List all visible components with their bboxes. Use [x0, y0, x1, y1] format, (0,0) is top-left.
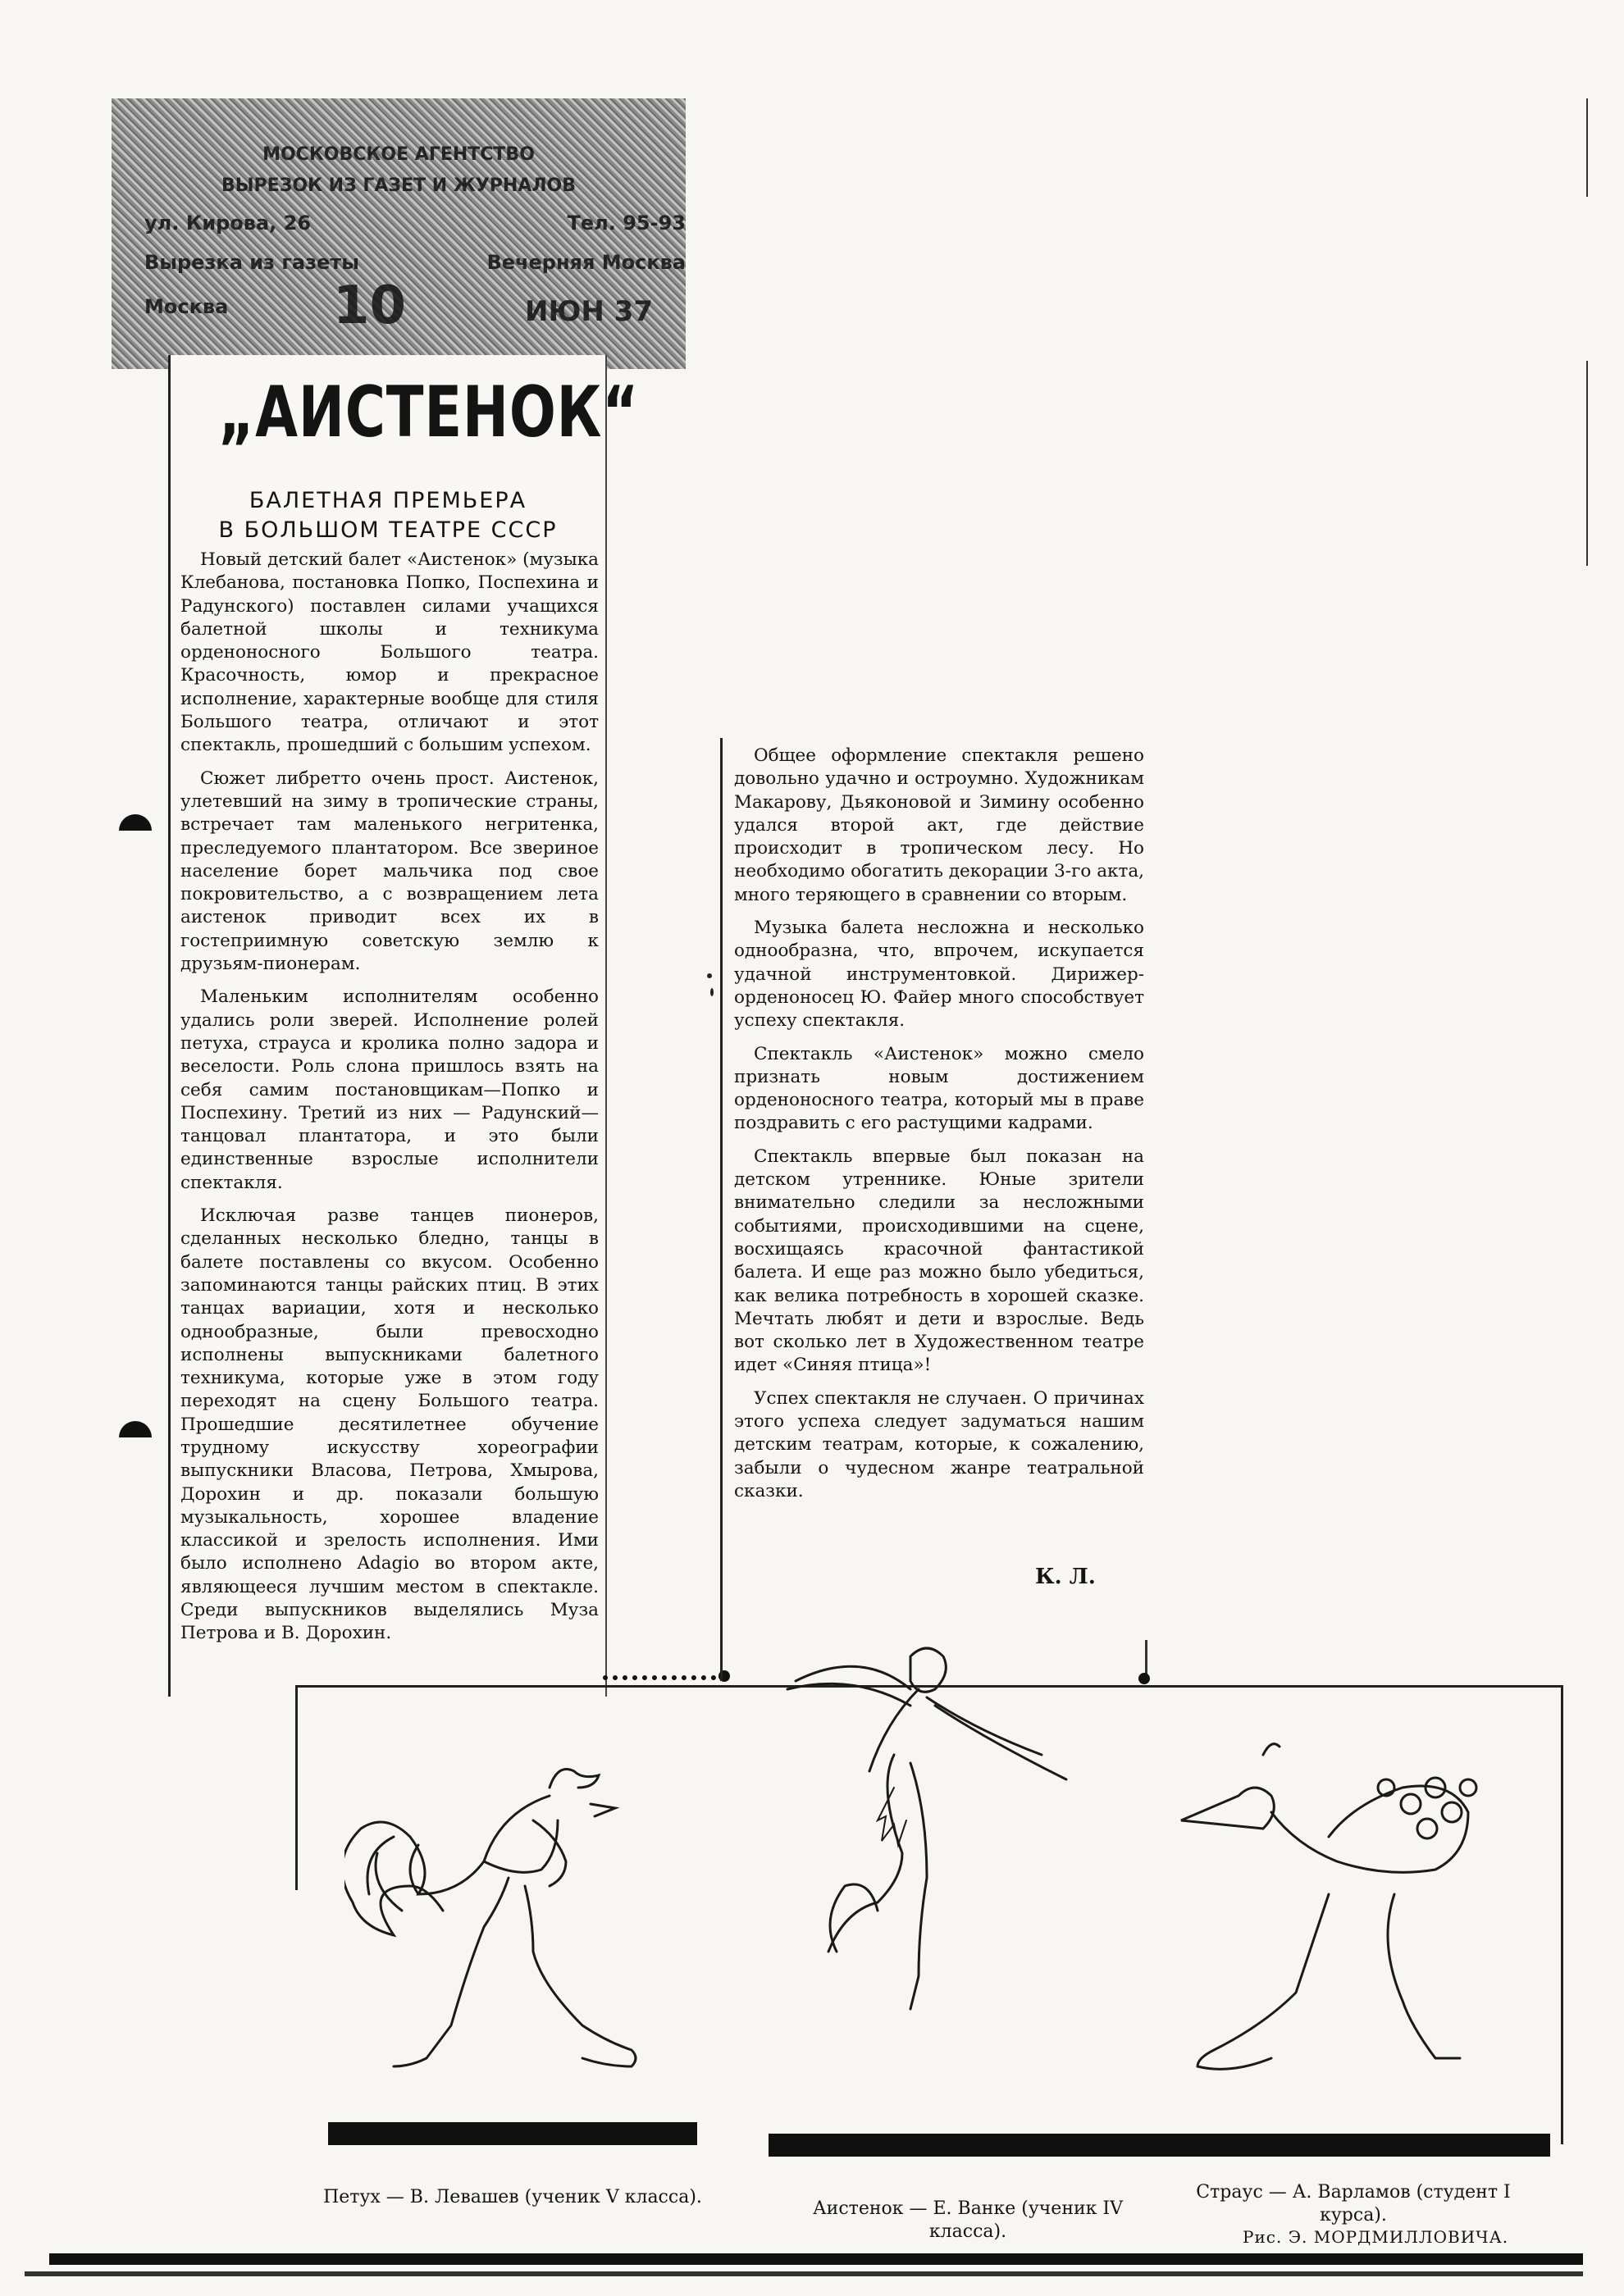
- stork-beak-icon: [787, 1683, 910, 1706]
- stork-caption: Аистенок — Е. Ванке (ученик IV класса).: [813, 2198, 1123, 2242]
- stamp-date: ИЮН 37: [525, 295, 653, 328]
- subtitle-line-1: БАЛЕТНАЯ ПРЕМЬЕРА: [249, 488, 527, 513]
- bottom-edge-bar: [25, 2271, 1583, 2276]
- binder-hole-mark: [119, 1421, 152, 1437]
- stamp-line-5: [112, 276, 718, 336]
- binder-hole-mark: [119, 814, 152, 831]
- frame-right-rule: [1561, 1685, 1563, 2144]
- rooster-illustration: [344, 1714, 689, 2173]
- paragraph: Новый детский балет «Аистенок» (музыка Клебанова, постановка Попко, Поспехина и Радунского) поставлен силами учащихся балетной школы и техникума орденоносного Большого театра. Красочность, юмор и прекрасное исполнение, характерные вообще для стиля Большого театра, отличают и этот спектакль, прошедший с большим успехом.: [180, 549, 599, 756]
- paragraph: Сюжет либретто очень прост. Аистенок, улетевший на зиму в тропические страны, встречает там маленького негритенка, преследуемого плантатором. Все звериное население борет мальчика под свое покровительство, а с возвращением лета аистенок приводит всех их в гостеприимную советскую землю к друзьям-пионерам.: [180, 768, 599, 975]
- agency-stamp: [112, 98, 686, 369]
- column-2-text: [734, 745, 1144, 1513]
- speck: [710, 988, 714, 996]
- rooster-head-icon: [550, 1770, 599, 1788]
- stamp-line-1: МОСКОВСКОЕ АГЕНТСТВО: [262, 144, 535, 165]
- frame-left-rule: [295, 1685, 298, 1890]
- ostrich-illustration: [1165, 1730, 1542, 2116]
- stamp-source-label: Вырезка из газеты: [144, 251, 359, 274]
- stamp-day: 10: [333, 276, 407, 336]
- paragraph: Спектакль «Аистенок» можно смело признать новым достижением орденоносного театра, который мы в праве поздравить с его растущими кадрами.: [734, 1043, 1144, 1134]
- article-title: „АИСТЕНОК“: [218, 371, 640, 453]
- bottom-edge-bar: [49, 2253, 1583, 2265]
- caption-bar: [1156, 2134, 1550, 2157]
- illustrator-credit: Рис. Э. МОРДМИЛЛОВИЧА.: [1243, 2227, 1509, 2247]
- article-column-2: [720, 738, 1149, 1681]
- stamp-phone: Тел. 95-93: [567, 212, 686, 235]
- article-column-1: [168, 355, 640, 1697]
- stamp-line-3: [112, 212, 718, 235]
- paragraph: Общее оформление спектакля решено довольно удачно и остроумно. Художникам Макарову, Дьяконовой и Зимину особенно удался второй акт, где действие происходит в тропическом лесу. Но необходимо обогатить декорации 3-го акта, много теряющего в сравнении со вторым.: [734, 745, 1144, 905]
- paragraph: Музыка балета несложна и несколько однообразна, что, впрочем, искупается удачной инструментовкой. Дирижер-орденоносец Ю. Файер много способствует успеху спектакля.: [734, 918, 1144, 1032]
- paragraph: Спектакль впервые был показан на детском утреннике. Юные зрители внимательно следили за несложными событиями, происходившими на сцене, восхищаясь красочной фантастикой балета. И еще раз можно было убедиться, как велика потребность в хорошей сказке. Мечтать любят и дети и взрослые. Ведь вот сколько лет в Художественном театре идет «Синяя птица»!: [734, 1146, 1144, 1376]
- column-1-text: [180, 549, 599, 1656]
- paragraph: Успех спектакля не случаен. О причинах этого успеха следует задуматься нашим детским театрам, которые, к сожалению, забыли о чудесном жанре театральной сказки.: [734, 1387, 1144, 1501]
- stamp-city: Москва: [144, 295, 229, 318]
- rooster-caption: Петух — В. Левашев (ученик V класса).: [323, 2187, 702, 2207]
- stamp-line-2: ВЫРЕЗОК ИЗ ГАЗЕТ И ЖУРНАЛОВ: [221, 175, 577, 196]
- stamp-newspaper: Вечерняя Москва: [486, 251, 686, 274]
- stamp-address: ул. Кирова, 26: [144, 212, 312, 235]
- subtitle-line-2: В БОЛЬШОМ ТЕАТРЕ СССР: [218, 517, 558, 543]
- caption-bar: [328, 2122, 697, 2145]
- edge-mark: [1586, 361, 1588, 566]
- article-subtitle: [171, 486, 605, 545]
- author-signature: К. Л.: [1035, 1565, 1096, 1589]
- dot-marker: [1138, 1673, 1150, 1684]
- edge-mark: [1586, 98, 1588, 197]
- stamp-line-4: [112, 251, 718, 274]
- paragraph: Исключая разве танцев пионеров, сделанных несколько бледно, танцы в балете поставлены со вкусом. Особенно запоминаются танцы райских птиц. В этих танцах вариации, хотя и несколько однообразные, были превосходно исполнены выпускниками балетного техникума, которые уже в этом году переходят на сцену Большого театра. Прошедшие десятилетнее обучение трудному искусству хореографии выпускники Власова, Петрова, Хмырова, Дорохин и др. показали большую музыкальность, хорошее владение классикой и зрелость исполнения. Ими было исполнено Adagio во втором акте, являющееся лучшим местом в спектакле. Среди выпускников выделялись Муза Петрова и В. Дорохин.: [180, 1205, 599, 1644]
- ostrich-caption: Страус — А. Варламов (студент I курса).: [1196, 2182, 1511, 2225]
- dotted-divider: [603, 1675, 726, 1680]
- paragraph: Маленьким исполнителям особенно удались роли зверей. Исполнение ролей петуха, страуса и кролика полно задора и веселости. Роль слона пришлось взять на себя самим постановщикам—Попко и Поспехину. Третий из них — Радунский—танцовал плантатора, и это были единственные взрослые исполнители спектакля.: [180, 986, 599, 1193]
- speck: [707, 973, 712, 978]
- ostrich-head-icon: [1181, 1788, 1274, 1829]
- stork-illustration: [771, 1624, 1115, 2181]
- caption-bar: [769, 2134, 1162, 2157]
